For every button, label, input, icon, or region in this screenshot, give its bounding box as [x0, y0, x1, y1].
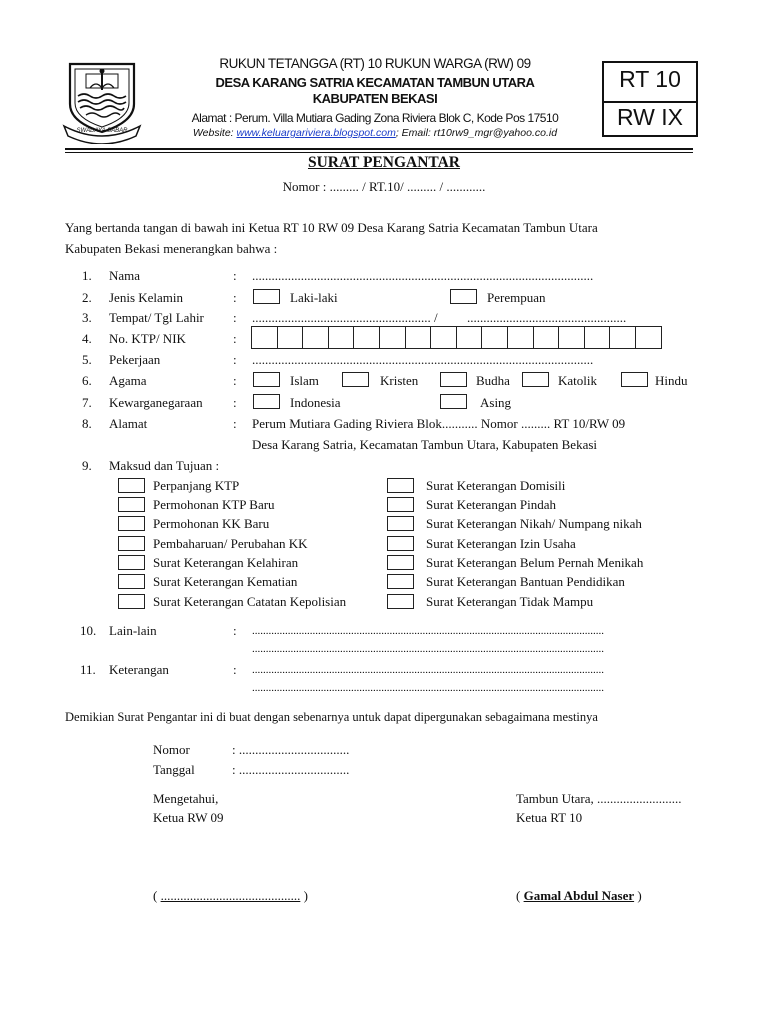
nik-digit-box[interactable]: [507, 326, 534, 349]
checkbox-purpose-right[interactable]: [387, 497, 414, 512]
field-num: 2.: [82, 290, 92, 305]
logo: [62, 60, 142, 144]
checkbox-purpose-right[interactable]: [387, 478, 414, 493]
field-label-jenis-kelamin: Jenis Kelamin: [109, 290, 184, 305]
checkbox-purpose-left[interactable]: [118, 497, 145, 512]
left-sig-line-2: Ketua RW 09: [153, 810, 224, 825]
field-label-kewarganegaraan: Kewarganegaraan: [109, 395, 203, 410]
checkbox-purpose-right[interactable]: [387, 574, 414, 589]
purpose-right-label: Surat Keterangan Izin Usaha: [426, 536, 576, 551]
checkbox-purpose-right[interactable]: [387, 555, 414, 570]
nomor-label: Nomor: [153, 742, 190, 757]
nik-digit-box[interactable]: [533, 326, 560, 349]
checkbox-purpose-left[interactable]: [118, 594, 145, 609]
checkbox-purpose-left[interactable]: [118, 478, 145, 493]
field-num: 11.: [80, 662, 96, 677]
field-num: 9.: [82, 458, 92, 473]
field-num: 6.: [82, 373, 92, 388]
checkbox-kristen[interactable]: [342, 372, 369, 387]
checkbox-budha[interactable]: [440, 372, 467, 387]
header-line-2: DESA KARANG SATRIA KECAMATAN TAMBUN UTARA: [215, 75, 535, 90]
field-colon: :: [233, 623, 237, 638]
field-colon: :: [233, 662, 237, 677]
logo-motto: SWADAYA SABAR: [76, 128, 128, 134]
checkbox-purpose-left[interactable]: [118, 555, 145, 570]
rt-head-name: Gamal Abdul Naser: [523, 888, 635, 903]
badge-divider: [604, 101, 696, 103]
left-sig-line-1: Mengetahui,: [153, 791, 219, 806]
checkbox-islam[interactable]: [253, 372, 280, 387]
tempat-lahir-input[interactable]: ....................................................... /: [252, 310, 438, 325]
header-rule-thin: [65, 152, 693, 153]
lain-lain-input-2[interactable]: ................................................................................................................................: [252, 643, 604, 655]
field-colon: :: [233, 416, 237, 431]
nik-digit-box[interactable]: [584, 326, 611, 349]
nik-digit-box[interactable]: [405, 326, 432, 349]
field-colon: :: [233, 268, 237, 283]
checkbox-hindu[interactable]: [621, 372, 648, 387]
header-contact: [150, 127, 600, 139]
header-line-1: RUKUN TETANGGA (RT) 10 RUKUN WARGA (RW) 09: [219, 56, 531, 71]
field-label-maksud: Maksud dan Tujuan :: [109, 458, 220, 473]
field-num: 3.: [82, 310, 92, 325]
tanggal-label: Tanggal: [153, 762, 195, 777]
paren-open: (: [153, 888, 158, 903]
paren-close: ): [303, 888, 308, 903]
purpose-left-label: Pembaharuan/ Perubahan KK: [153, 536, 308, 551]
purpose-right-label: Surat Keterangan Belum Pernah Menikah: [426, 555, 644, 570]
nik-digit-box[interactable]: [302, 326, 329, 349]
checkbox-purpose-left[interactable]: [118, 536, 145, 551]
rw-signature-line[interactable]: ...........................................: [160, 888, 301, 903]
document-number: Nomor : ......... / RT.10/ ......... / ............: [282, 179, 486, 194]
purpose-right-label: Surat Keterangan Domisili: [426, 478, 566, 493]
purpose-left-label: Surat Keterangan Kelahiran: [153, 555, 299, 570]
nik-digit-box[interactable]: [251, 326, 278, 349]
intro-line-2: Kabupaten Bekasi menerangkan bahwa :: [65, 241, 278, 256]
field-colon: :: [233, 290, 237, 305]
tanggal-input[interactable]: : ..................................: [232, 762, 350, 777]
nik-digit-box[interactable]: [277, 326, 304, 349]
option-asing: Asing: [480, 395, 512, 410]
header-line-3: KABUPATEN BEKASI: [312, 91, 438, 106]
field-num: 5.: [82, 352, 92, 367]
checkbox-perempuan[interactable]: [450, 289, 477, 304]
checkbox-indonesia[interactable]: [253, 394, 280, 409]
closing-statement: Demikian Surat Pengantar ini di buat dengan sebenarnya untuk dapat dipergunakan sebagaimana mestinya: [65, 710, 598, 724]
field-colon: :: [233, 373, 237, 388]
intro-line-1: Yang bertanda tangan di bawah ini Ketua RT 10 RW 09 Desa Karang Satria Kecamatan Tambun Utara: [65, 220, 598, 235]
field-label-alamat: Alamat: [109, 416, 148, 431]
checkbox-purpose-right[interactable]: [387, 594, 414, 609]
purpose-left-label: Permohonan KK Baru: [153, 516, 270, 531]
checkbox-katolik[interactable]: [522, 372, 549, 387]
option-laki-laki: Laki-laki: [290, 290, 338, 305]
purpose-left-label: Surat Keterangan Catatan Kepolisian: [153, 594, 347, 609]
field-label-lain-lain: Lain-lain: [109, 623, 157, 638]
paren-close: ): [637, 888, 642, 903]
checkbox-purpose-right[interactable]: [387, 536, 414, 551]
checkbox-purpose-right[interactable]: [387, 516, 414, 531]
purpose-right-label: Surat Keterangan Pindah: [426, 497, 556, 512]
nik-digit-box[interactable]: [430, 326, 457, 349]
purpose-right-label: Surat Keterangan Tidak Mampu: [426, 594, 594, 609]
nik-digit-box[interactable]: [481, 326, 508, 349]
purpose-right-label: Surat Keterangan Nikah/ Numpang nikah: [426, 516, 642, 531]
field-colon: :: [233, 310, 237, 325]
option-perempuan: Perempuan: [487, 290, 546, 305]
alamat-line-2: Desa Karang Satria, Kecamatan Tambun Utara, Kabupaten Bekasi: [252, 437, 598, 452]
option-kristen: Kristen: [380, 373, 419, 388]
nama-input[interactable]: .........................................................................................................: [252, 268, 594, 283]
field-num: 4.: [82, 331, 92, 346]
nomor-input[interactable]: : ..................................: [232, 742, 350, 757]
website-link[interactable]: www.keluargariviera.blogspot.com: [236, 127, 396, 139]
field-label-nama: Nama: [109, 268, 141, 283]
option-budha: Budha: [476, 373, 510, 388]
header-address: Alamat : Perum. Villa Mutiara Gading Zona Riviera Blok C, Kode Pos 17510: [191, 111, 559, 125]
tanggal-lahir-input[interactable]: .................................................: [467, 310, 627, 325]
header-rule-thick: [65, 148, 693, 150]
keterangan-input-2[interactable]: ................................................................................................................................: [252, 682, 604, 694]
nik-digit-box[interactable]: [609, 326, 636, 349]
purpose-left-label: Perpanjang KTP: [153, 478, 240, 493]
field-colon: :: [233, 331, 237, 346]
option-katolik: Katolik: [558, 373, 597, 388]
option-indonesia: Indonesia: [290, 395, 341, 410]
field-num: 7.: [82, 395, 92, 410]
field-num: 1.: [82, 268, 92, 283]
purpose-right-label: Surat Keterangan Bantuan Pendidikan: [426, 574, 625, 589]
checkbox-purpose-left[interactable]: [118, 574, 145, 589]
option-islam: Islam: [290, 373, 319, 388]
lain-lain-input-1[interactable]: ................................................................................................................................: [252, 625, 604, 637]
email-text: ; Email: rt10rw9_mgr@yahoo.co.id: [395, 127, 558, 139]
field-num: 10.: [80, 623, 97, 638]
nik-digit-box[interactable]: [635, 326, 662, 349]
field-num: 8.: [82, 416, 92, 431]
left-sig-name[interactable]: [153, 888, 308, 904]
alamat-line-1[interactable]: Perum Mutiara Gading Riviera Blok........... Nomor ......... RT 10/RW 09: [252, 416, 626, 431]
document-title: SURAT PENGANTAR: [307, 154, 460, 171]
pekerjaan-input[interactable]: .........................................................................................................: [252, 352, 594, 367]
nik-digit-box[interactable]: [353, 326, 380, 349]
option-hindu: Hindu: [655, 373, 688, 388]
paren-open: (: [516, 888, 521, 903]
purpose-left-label: Permohonan KTP Baru: [153, 497, 275, 512]
right-sig-line-2: Ketua RT 10: [516, 810, 583, 825]
field-label-pekerjaan: Pekerjaan: [109, 352, 161, 367]
field-label-agama: Agama: [109, 373, 147, 388]
purpose-left-label: Surat Keterangan Kematian: [153, 574, 298, 589]
nik-digit-box[interactable]: [328, 326, 355, 349]
checkbox-purpose-left[interactable]: [118, 516, 145, 531]
rt-badge: RT 10: [619, 66, 681, 92]
nik-digit-box[interactable]: [456, 326, 483, 349]
website-label: Website:: [192, 127, 237, 139]
right-sig-name: [516, 888, 642, 904]
right-sig-line-1: Tambun Utara, ..........................: [516, 791, 682, 806]
field-label-keterangan: Keterangan: [109, 662, 169, 677]
checkbox-laki-laki[interactable]: [253, 289, 280, 304]
checkbox-asing[interactable]: [440, 394, 467, 409]
field-colon: :: [233, 395, 237, 410]
keterangan-input-1[interactable]: ................................................................................................................................: [252, 664, 604, 676]
nik-digit-box[interactable]: [558, 326, 585, 349]
field-label-no-ktp: No. KTP/ NIK: [109, 331, 186, 346]
nik-digit-box[interactable]: [379, 326, 406, 349]
rw-badge: RW IX: [616, 104, 684, 130]
nik-input-grid[interactable]: [252, 326, 662, 349]
field-colon: :: [233, 352, 237, 367]
field-label-tempat-tgl-lahir: Tempat/ Tgl Lahir: [109, 310, 204, 325]
